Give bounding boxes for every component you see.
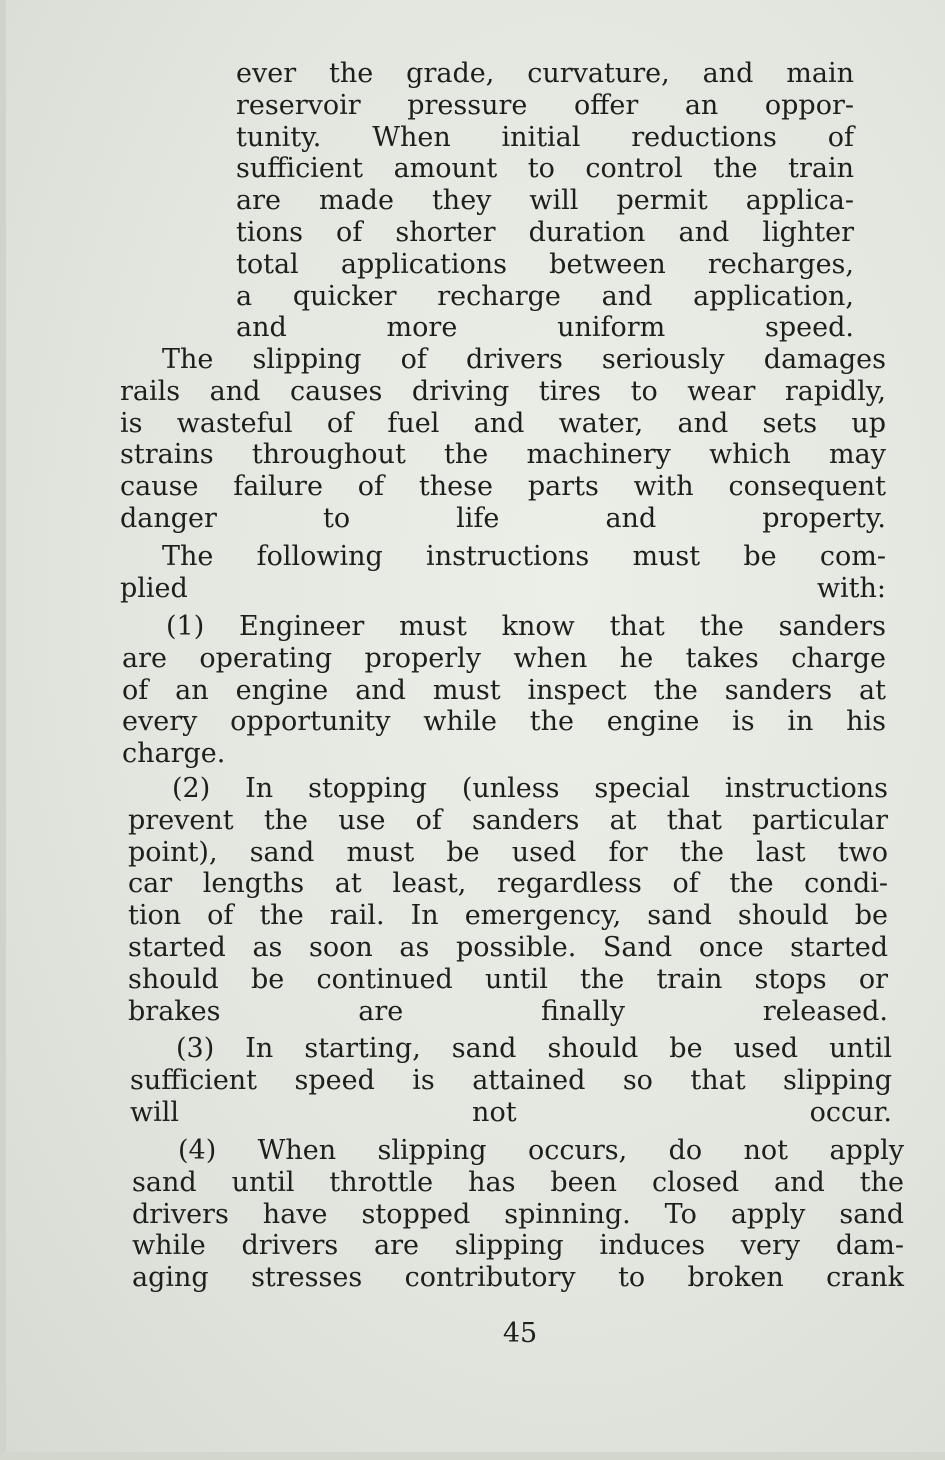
text-line: cause failure of these parts with consequent <box>120 471 886 503</box>
text-line: prevent the use of sanders at that particular <box>128 804 888 836</box>
text-line: of an engine and must inspect the sanders at <box>122 674 886 706</box>
continued-paragraph <box>236 58 854 344</box>
instruction-item-1 <box>122 611 886 770</box>
text-line: sand until throttle has been closed and the <box>132 1166 904 1198</box>
paragraph-slipping <box>120 344 886 535</box>
text-line: aging stresses contributory to broken crank <box>132 1262 904 1294</box>
text-line: and more uniform speed. <box>236 312 854 344</box>
page-left-edge <box>0 0 6 1460</box>
instruction-item-4 <box>132 1135 904 1294</box>
text-line: The following instructions must be com- <box>162 541 886 572</box>
text-line: tunity. When initial reductions of <box>236 121 854 153</box>
text-line: brakes are finally released. <box>128 995 888 1027</box>
paragraph-following-instructions <box>120 541 886 605</box>
text-line: ever the grade, curvature, and main <box>236 58 854 89</box>
text-line: a quicker recharge and application, <box>236 280 854 312</box>
text-line: will not occur. <box>130 1096 892 1128</box>
text-line: tion of the rail. In emergency, sand should be <box>128 900 888 932</box>
text-line: are operating properly when he takes charge <box>122 642 886 674</box>
text-line: (4) When slipping occurs, do not apply <box>178 1135 904 1166</box>
page-bottom-edge <box>0 1452 945 1460</box>
text-line: sufficient speed is attained so that slipping <box>130 1064 892 1096</box>
text-line: are made they will permit applica- <box>236 185 854 217</box>
text-line: sufficient amount to control the train <box>236 153 854 185</box>
text-line: drivers have stopped spinning. To apply sand <box>132 1198 904 1230</box>
text-line: plied with: <box>120 572 886 604</box>
text-line: car lengths at least, regardless of the condi- <box>128 868 888 900</box>
text-line: rails and causes driving tires to wear rapidly, <box>120 375 886 407</box>
text-line: started as soon as possible. Sand once started <box>128 931 888 963</box>
text-line: every opportunity while the engine is in his <box>122 706 886 738</box>
text-line: should be continued until the train stops or <box>128 963 888 995</box>
text-line: reservoir pressure offer an oppor- <box>236 89 854 121</box>
text-line: while drivers are slipping induces very dam- <box>132 1230 904 1262</box>
text-line: strains throughout the machinery which may <box>120 439 886 471</box>
instruction-item-3 <box>130 1033 892 1128</box>
page-number: 45 <box>502 1318 538 1349</box>
text-line: (3) In starting, sand should be used until <box>176 1033 892 1064</box>
text-line: (1) Engineer must know that the sanders <box>166 611 886 642</box>
text-line: tions of shorter duration and lighter <box>236 216 854 248</box>
text-line: is wasteful of fuel and water, and sets up <box>120 407 886 439</box>
text-line: total applications between recharges, <box>236 248 854 280</box>
text-line: charge. <box>122 738 226 770</box>
text-line: danger to life and property. <box>120 502 886 534</box>
text-line: The slipping of drivers seriously damages <box>162 344 886 375</box>
text-line: point), sand must be used for the last two <box>128 836 888 868</box>
text-line: (2) In stopping (unless special instructions <box>172 773 888 804</box>
instruction-item-2 <box>128 773 888 1027</box>
